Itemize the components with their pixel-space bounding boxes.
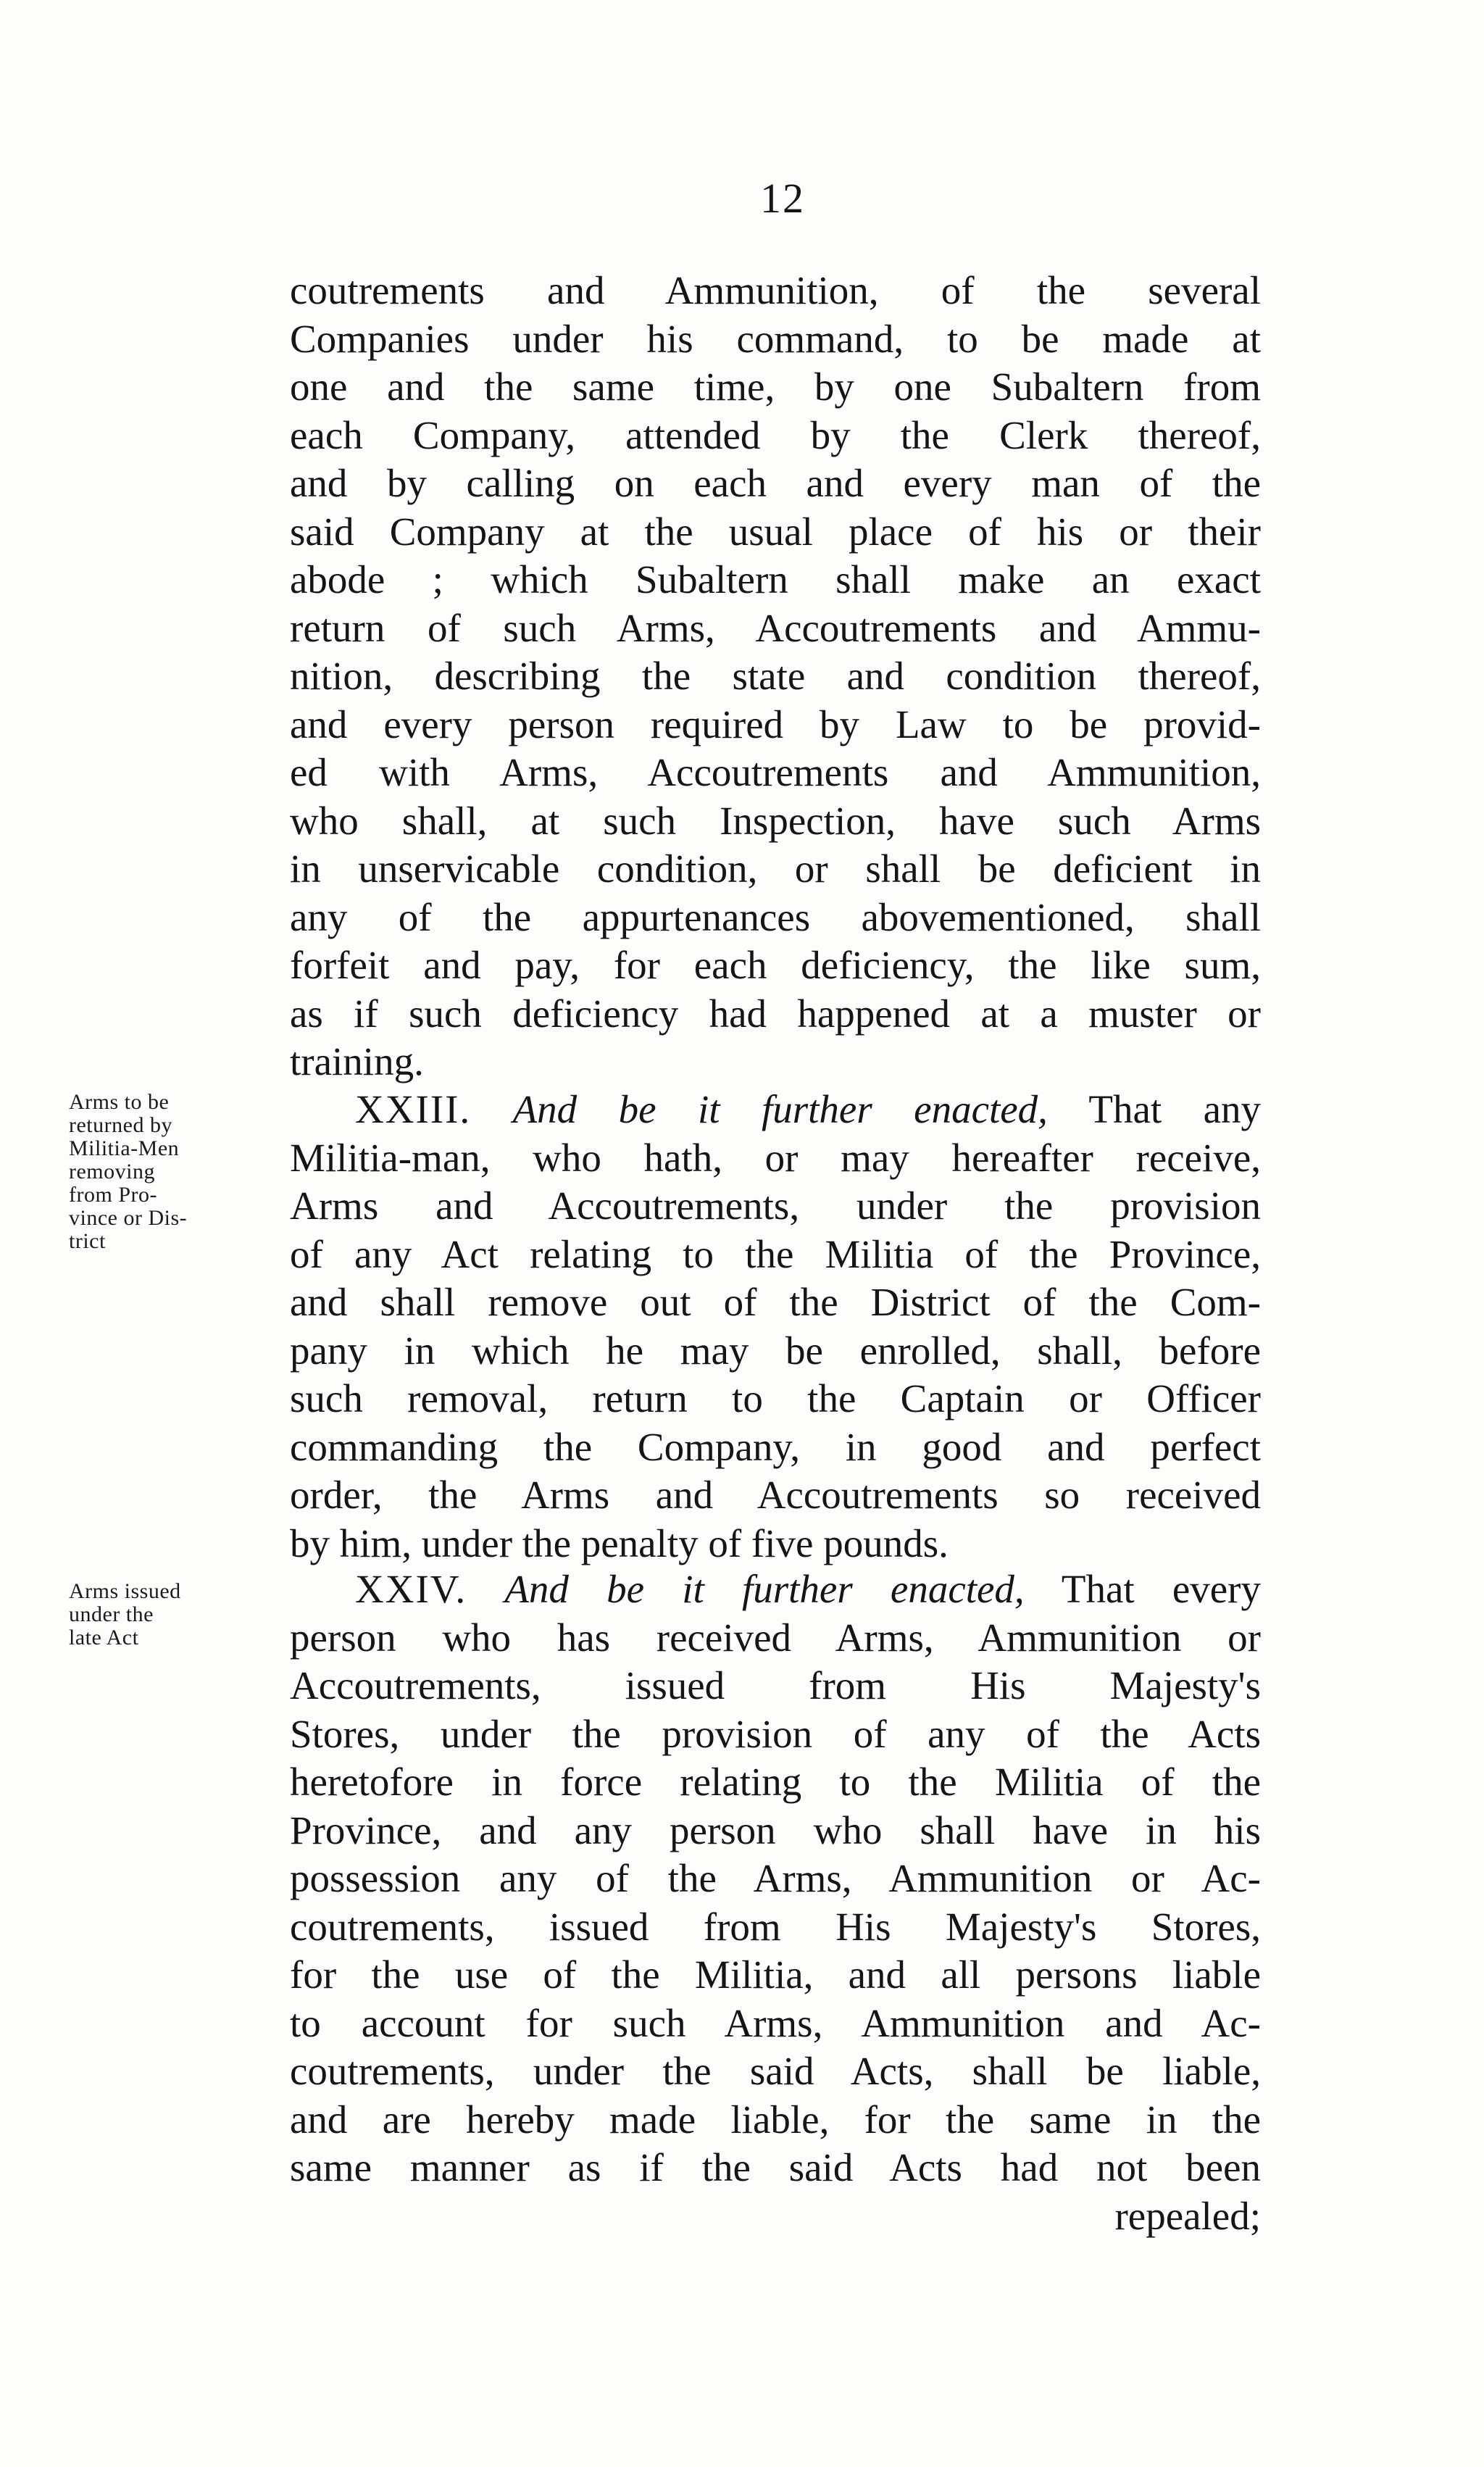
text-line: and are hereby made liable, for the same in the	[290, 2097, 1261, 2142]
text-line: any of the appurtenances abovementioned, shall	[290, 894, 1261, 939]
text-line: training.	[290, 1039, 424, 1083]
text-line: coutrements and Ammunition, of the several	[290, 268, 1261, 312]
opening-paragraph	[290, 267, 1261, 1086]
text-line: for the use of the Militia, and all persons liable	[290, 1952, 1261, 1997]
section-numeral: XXIII.	[355, 1087, 472, 1131]
heading-line-rest: That any	[1088, 1087, 1261, 1131]
enacting-clause: And be it further enacted,	[504, 1567, 1025, 1611]
text-line: coutrements, issued from His Majesty's Stores,	[290, 1904, 1261, 1949]
text-line: ed with Arms, Accoutrements and Ammunition,	[290, 750, 1261, 794]
margin-note-line: late Act	[69, 1626, 139, 1649]
text-line: one and the same time, by one Subaltern from	[290, 365, 1261, 409]
text-line: said Company at the usual place of his or their	[290, 509, 1261, 554]
text-line: of any Act relating to the Militia of the Province,	[290, 1231, 1261, 1276]
section-heading-line	[290, 1565, 1261, 1614]
section-xxiii	[290, 1086, 1261, 1568]
margin-note-xxiv	[69, 1580, 286, 1649]
section-heading-line	[290, 1086, 1261, 1134]
heading-line-rest: That every	[1061, 1567, 1262, 1611]
text-line: Stores, under the provision of any of the Acts	[290, 1711, 1261, 1756]
text-line: Arms and Accoutrements, under the provision	[290, 1183, 1261, 1228]
text-line: and every person required by Law to be provid-	[290, 702, 1261, 746]
margin-note-line: trict	[69, 1229, 106, 1253]
text-line: person who has received Arms, Ammunition or	[290, 1615, 1261, 1660]
text-line: coutrements, under the said Acts, shall be liable,	[290, 2049, 1261, 2093]
margin-note-line: under the	[69, 1602, 154, 1626]
text-line: forfeit and pay, for each deficiency, the like sum,	[290, 943, 1261, 987]
text-line: same manner as if the said Acts had not been	[290, 2145, 1261, 2189]
text-line: possession any of the Arms, Ammunition or Ac-	[290, 1856, 1261, 1900]
text-line: heretofore in force relating to the Militia of the	[290, 1760, 1261, 1804]
text-line: and by calling on each and every man of the	[290, 461, 1261, 505]
text-line: who shall, at such Inspection, have such Arms	[290, 798, 1261, 843]
text-line: such removal, return to the Captain or Officer	[290, 1376, 1261, 1420]
text-line: nition, describing the state and condition thereof,	[290, 654, 1261, 698]
text-line: Accoutrements, issued from His Majesty's	[290, 1663, 1261, 1707]
margin-note-line: Arms to be	[69, 1090, 170, 1114]
text-line: pany in which he may be enrolled, shall, before	[290, 1328, 1261, 1373]
margin-note-line: removing	[69, 1160, 155, 1183]
section-numeral: XXIV.	[355, 1567, 467, 1611]
enacting-clause: And be it further enacted,	[512, 1087, 1048, 1131]
margin-note-line: Arms issued	[69, 1579, 181, 1603]
text-line: Province, and any person who shall have in his	[290, 1807, 1261, 1852]
margin-note-line: vince or Dis-	[69, 1206, 188, 1230]
margin-note-line: returned by	[69, 1113, 172, 1137]
text-line: Militia-man, who hath, or may hereafter receive,	[290, 1135, 1261, 1180]
text-line: Companies under his command, to be made at	[290, 316, 1261, 361]
text-line: as if such deficiency had happened at a muster or	[290, 991, 1261, 1036]
page-number: 12	[760, 175, 805, 222]
text-line: order, the Arms and Accoutrements so received	[290, 1473, 1261, 1517]
margin-note-line: Militia-Men	[69, 1136, 180, 1160]
text-line: by him, under the penalty of five pounds.	[290, 1520, 949, 1565]
text-line: commanding the Company, in good and perfect	[290, 1424, 1261, 1469]
text-line: to account for such Arms, Ammunition and Ac-	[290, 2000, 1261, 2045]
text-line: each Company, attended by the Clerk thereof,	[290, 412, 1261, 457]
margin-note-line: from Pro-	[69, 1183, 157, 1207]
section-xxiv	[290, 1565, 1261, 2240]
text-line: in unservicable condition, or shall be deficient in	[290, 846, 1261, 891]
margin-note-xxiii	[69, 1091, 286, 1253]
text-line: and shall remove out of the District of the Com-	[290, 1280, 1261, 1324]
text-line: abode ; which Subaltern shall make an exact	[290, 557, 1261, 602]
text-line: return of such Arms, Accoutrements and Ammu-	[290, 605, 1261, 650]
catchword: repealed;	[1114, 2193, 1261, 2238]
